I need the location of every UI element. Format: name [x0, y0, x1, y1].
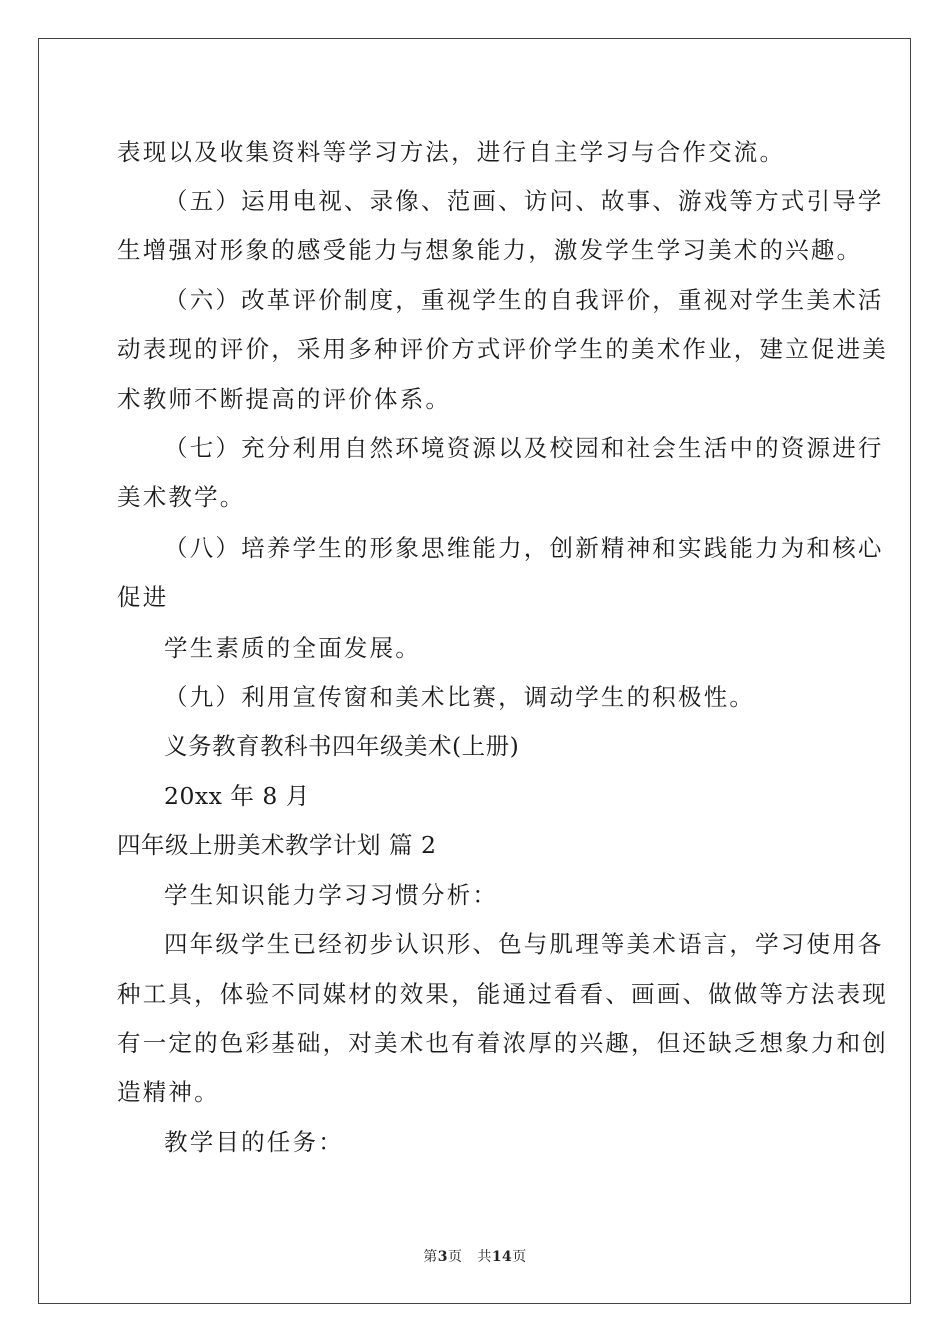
text-line: 表现以及收集资料等学习方法，进行自主学习与合作交流。 [117, 138, 786, 166]
page-footer [0, 1246, 950, 1266]
text-line: 20xx 年 8 月 [164, 782, 310, 810]
footer-total-prefix: 共 [477, 1249, 492, 1265]
page-border [38, 38, 911, 1304]
footer-total-suffix: 页 [512, 1249, 527, 1265]
text-line: （八）培养学生的形象思维能力，创新精神和实践能力为和核心 [164, 534, 884, 562]
section-heading: 四年级上册美术教学计划 篇 2 [117, 831, 437, 859]
text-line: 四年级学生已经初步认识形、色与肌理等美术语言，学习使用各 [164, 930, 884, 958]
footer-page-prefix: 第 [423, 1249, 438, 1265]
text-line: 美术教学。 [117, 483, 246, 511]
text-line: 促进 [117, 583, 169, 611]
text-line: 学生知识能力学习习惯分析： [164, 881, 499, 909]
footer-total-pages: 14 [491, 1249, 513, 1265]
text-line: 术教师不断提高的评价体系。 [117, 385, 452, 413]
text-line: 生增强对形象的感受能力与想象能力，激发学生学习美术的兴趣。 [117, 236, 863, 264]
text-line: （六）改革评价制度，重视学生的自我评价，重视对学生美术活 [164, 286, 884, 314]
text-line: 义务教育教科书四年级美术(上册) [164, 732, 520, 760]
text-line: 教学目的任务： [164, 1128, 344, 1156]
text-line: （五）运用电视、录像、范画、访问、故事、游戏等方式引导学 [164, 187, 884, 215]
footer-page-suffix: 页 [447, 1249, 463, 1265]
text-line: （七）充分利用自然环境资源以及校园和社会生活中的资源进行 [164, 434, 884, 462]
text-line: 动表现的评价，采用多种评价方式评价学生的美术作业，建立促进美 [117, 335, 888, 363]
text-line: 学生素质的全面发展。 [164, 634, 421, 662]
text-line: （九）利用宣传窗和美术比赛，调动学生的积极性。 [164, 683, 756, 711]
text-line: 造精神。 [117, 1078, 220, 1106]
text-line: 种工具，体验不同媒材的效果，能通过看看、画画、做做等方法表现 [117, 980, 888, 1008]
footer-page-number: 3 [437, 1249, 448, 1265]
text-line: 有一定的色彩基础，对美术也有着浓厚的兴趣，但还缺乏想象力和创 [117, 1029, 888, 1057]
